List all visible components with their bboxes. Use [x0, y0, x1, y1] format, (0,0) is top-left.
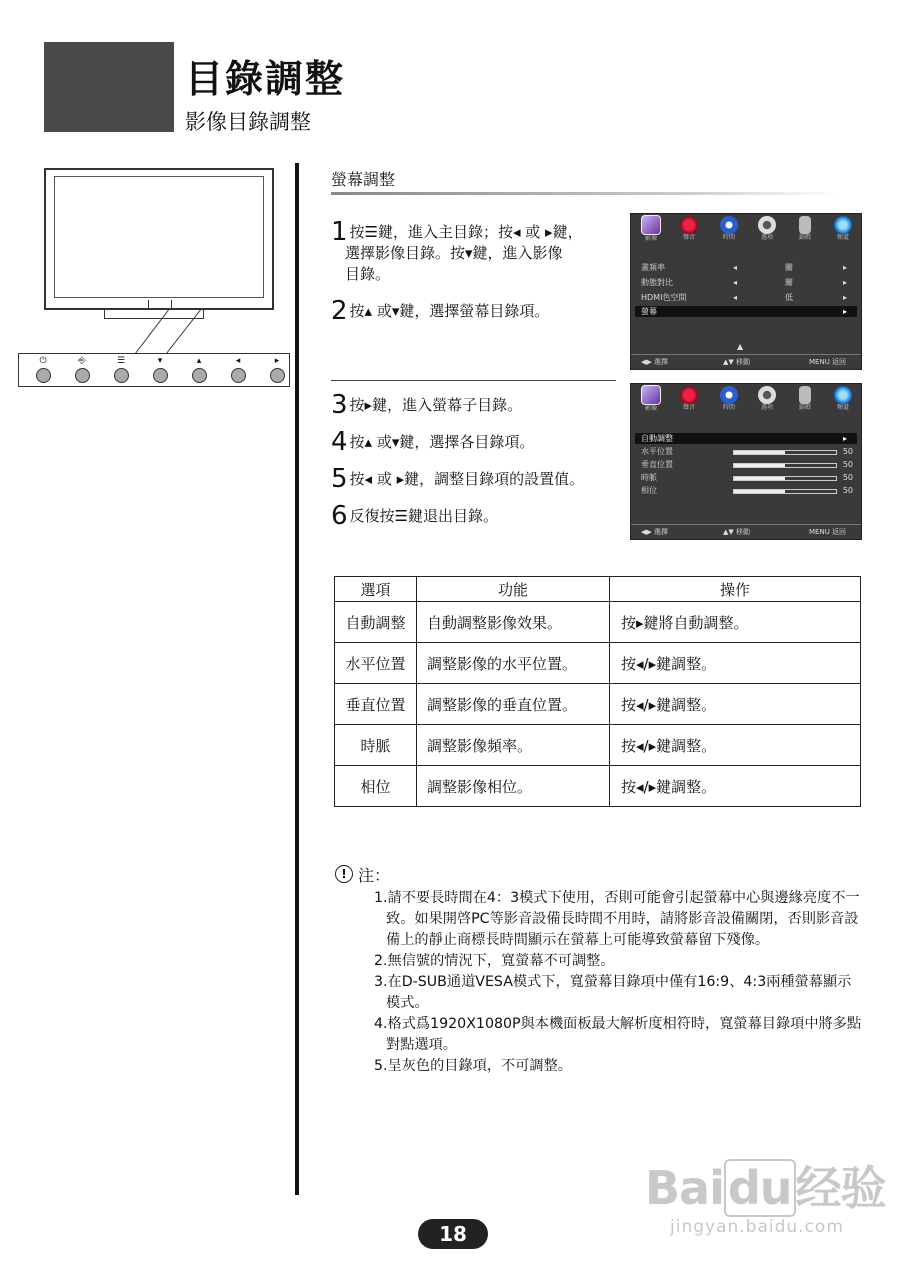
keypad-down-key: ▾: [150, 356, 170, 383]
osd-tab-time: 時間: [713, 216, 745, 242]
note-item: 1.請不要長時間在4：3模式下使用，否則可能會引起螢幕中心與邊緣亮度不一致。如果開啓PC等影音設備長時間不用時，請將影音設備關閉，否則影音設備上的靜止商標長時間顯示在螢幕上可能導致螢幕留下殘像。: [374, 890, 860, 948]
globe-icon: [834, 386, 852, 404]
table-header: 選項: [335, 577, 417, 602]
page-title: 目錄調整: [185, 57, 346, 101]
keypad-power-key: ⏻: [33, 356, 53, 383]
osd-tab-picture: 影像: [635, 215, 667, 243]
osd-tab-bar: [631, 384, 861, 414]
table-row: [335, 643, 861, 684]
step-5: 5 按◂ 或 ▸鍵，調整目錄項的設置值。: [331, 464, 585, 494]
note-item: 2.無信號的情況下，寬螢幕不可調整。: [374, 953, 615, 969]
step-1: 1 按☰鍵，進入主目錄；按◂ 或 ▸鍵， 選擇影像目錄。按▾鍵，進入影像 目錄。: [331, 217, 583, 283]
picture-icon: [641, 385, 661, 405]
osd-tab-sound: 聲音: [673, 386, 705, 412]
callout-lines: [130, 308, 210, 356]
section-title: 螢幕調整: [331, 170, 396, 189]
osd-tab-channel: 頻道: [827, 216, 859, 242]
keypad-right-key: ▸: [267, 356, 287, 383]
osd-tab-lock: 鎖碼: [789, 216, 821, 242]
table-cell: 按◂/▸鍵調整。: [610, 643, 861, 684]
step-2: 2 按▴ 或▾鍵，選擇螢幕目錄項。: [331, 296, 550, 326]
table-cell: 調整影像相位。: [417, 766, 610, 807]
table-cell: 調整影像的水平位置。: [417, 643, 610, 684]
table-cell: 按◂/▸鍵調整。: [610, 684, 861, 725]
osd-level-bar: [733, 463, 837, 468]
tv-screen: [54, 176, 264, 298]
table-row: [335, 684, 861, 725]
osd-tab-options: 選項: [751, 216, 783, 242]
table-header: 功能: [417, 577, 610, 602]
watermark-url: jingyan.baidu.com: [670, 1217, 844, 1237]
column-divider: [295, 163, 299, 1195]
osd-row-selected: 螢幕 ▸: [635, 306, 857, 317]
table-row: [335, 766, 861, 807]
osd-level-bar: [733, 450, 837, 455]
globe-icon: [834, 216, 852, 234]
picture-icon: [641, 215, 661, 235]
osd-row: HDMI色空間 ◂ 低 ▸: [641, 293, 847, 302]
osd-screen-submenu: [630, 383, 862, 540]
osd-row: 畫頻率 ◂ 關 ▸: [641, 263, 847, 272]
osd-picture-menu: [630, 213, 862, 370]
speaker-icon: [680, 386, 698, 404]
keypad-left-key: ◂: [228, 356, 248, 383]
osd-tab-channel: 頻道: [827, 386, 859, 412]
table-cell: 按◂/▸鍵調整。: [610, 725, 861, 766]
clock-icon: [720, 386, 738, 404]
osd-up-arrow: ▲: [737, 342, 744, 351]
notes-list: [374, 888, 864, 1077]
osd-tab-picture: 影像: [635, 385, 667, 413]
speaker-icon: [680, 216, 698, 234]
table-header: 操作: [610, 577, 861, 602]
step-divider: [331, 380, 616, 381]
page-subtitle: 影像目錄調整: [185, 110, 311, 134]
osd-row: 動態對比 ◂ 關 ▸: [641, 278, 847, 287]
table-cell: 自動調整影像效果。: [417, 602, 610, 643]
osd-row-selected: 自動調整 ▸: [635, 433, 857, 444]
osd-tab-lock: 鎖碼: [789, 386, 821, 412]
table-cell: 時脈: [335, 725, 417, 766]
lock-icon: [799, 216, 811, 234]
table-cell: 垂直位置: [335, 684, 417, 725]
osd-tab-options: 選項: [751, 386, 783, 412]
osd-row: 垂直位置 50: [641, 460, 853, 469]
table-header-row: [335, 577, 861, 602]
osd-level-bar: [733, 489, 837, 494]
tv-keypad: [18, 353, 290, 387]
osd-level-bar: [733, 476, 837, 481]
note-item: 5.呈灰色的目錄項，不可調整。: [374, 1058, 572, 1074]
step-4: 4 按▴ 或▾鍵，選擇各目錄項。: [331, 427, 535, 457]
table-row: [335, 602, 861, 643]
table-cell: 水平位置: [335, 643, 417, 684]
note-item: 3.在D-SUB通道VESA模式下，寬螢幕目錄項中僅有16:9、4:3兩種螢幕顯示模式。: [374, 974, 852, 1011]
osd-row: 相位 50: [641, 486, 853, 495]
keypad-menu-key: ☰: [111, 356, 131, 383]
step-6: 6 反復按☰鍵退出目錄。: [331, 501, 498, 531]
clock-icon: [720, 216, 738, 234]
table-cell: 相位: [335, 766, 417, 807]
osd-tab-bar: [631, 214, 861, 244]
table-cell: 自動調整: [335, 602, 417, 643]
watermark-logo: Baidu经验: [645, 1161, 886, 1215]
table-cell: 按▸鍵將自動調整。: [610, 602, 861, 643]
section-rule: [331, 192, 841, 195]
table-cell: 按◂/▸鍵調整。: [610, 766, 861, 807]
tv-illustration: [44, 168, 274, 310]
options-table: [334, 576, 861, 807]
table-row: [335, 725, 861, 766]
warning-icon: !: [335, 865, 353, 883]
lock-icon: [799, 386, 811, 404]
header-block: [44, 42, 174, 132]
gears-icon: [758, 386, 776, 404]
notes-title: 注：: [358, 866, 391, 885]
osd-row: 水平位置 50: [641, 447, 853, 456]
table-cell: 調整影像頻率。: [417, 725, 610, 766]
gears-icon: [758, 216, 776, 234]
osd-tab-sound: 聲音: [673, 216, 705, 242]
osd-tab-time: 時間: [713, 386, 745, 412]
keypad-up-key: ▴: [189, 356, 209, 383]
page-number: 18: [418, 1219, 488, 1249]
osd-footer: ◀▶ 選擇 ▲▼ 移動 MENU 返回: [631, 354, 861, 369]
osd-row: 時脈 50: [641, 473, 853, 482]
step-3: 3 按▸鍵，進入螢幕子目錄。: [331, 390, 523, 420]
keypad-source-key: ⎆: [72, 356, 92, 383]
table-cell: 調整影像的垂直位置。: [417, 684, 610, 725]
osd-footer: ◀▶ 選擇 ▲▼ 移動 MENU 返回: [631, 524, 861, 539]
note-item: 4.格式爲1920X1080P與本機面板最大解析度相符時，寬螢幕目錄項中將多點對點選項。: [374, 1016, 862, 1053]
